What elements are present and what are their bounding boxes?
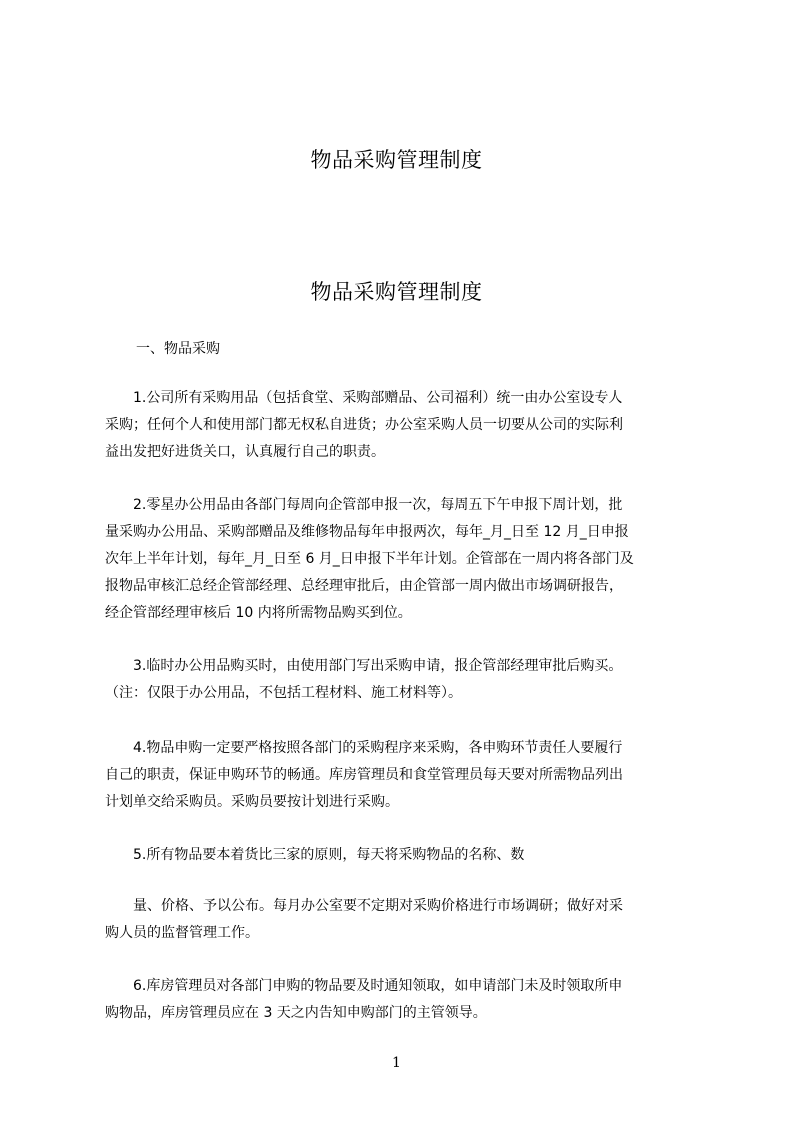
paragraph-5 — [105, 845, 701, 872]
text-line: 1.公司所有采购用品（包括食堂、采购部赠品、公司福利）统一由办公室设专人 — [105, 390, 623, 406]
text-line: 2.零星办公用品由各部门每周向企管部申报一次，每周五下午申报下周计划，批 — [105, 497, 623, 513]
page-title-top: 物品采购管理制度 — [310, 148, 483, 172]
text-line: 量采购办公用品、采购部赠品及维修物品每年申报两次，每年_月_日至 12 月_日申报 — [105, 524, 629, 540]
text-line: 采购；任何个人和使用部门都无权私自进货；办公室采购人员一切要从公司的实际利 — [105, 417, 623, 433]
text-line: 5.所有物品要本着货比三家的原则，每天将采购物品的名称、数 — [105, 847, 525, 863]
text-line: 4.物品申购一定要严格按照各部门的采购程序来采购，各申购环节责任人要履行 — [105, 740, 623, 756]
text-line: 经企管部经理审核后 10 内将所需物品购买到位。 — [105, 605, 412, 621]
paragraph-6 — [105, 896, 701, 950]
paragraph-2 — [105, 495, 701, 630]
text-line: 报物品审核汇总经企管部经理、总经理审批后，由企管部一周内做出市场调研报告， — [105, 578, 623, 594]
text-line: 6.库房管理员对各部门申购的物品要及时通知领取，如申请部门未及时领取所申 — [105, 978, 623, 994]
text-line: 3.临时办公用品购买时，由使用部门写出采购申请，报企管部经理审批后购买。 — [105, 658, 623, 674]
text-line: 计划单交给采购员。采购员要按计划进行采购。 — [105, 794, 399, 810]
paragraph-4 — [105, 738, 701, 819]
text-line: 自己的职责，保证申购环节的畅通。库房管理员和食堂管理员每天要对所需物品列出 — [105, 767, 623, 783]
text-line: 购人员的监督管理工作。 — [105, 925, 259, 941]
paragraph-7 — [105, 976, 701, 1030]
page-number: 1 — [392, 1055, 401, 1071]
document-title: 物品采购管理制度 — [310, 280, 483, 304]
section-heading: 一、物品采购 — [136, 341, 220, 357]
text-line: （注：仅限于办公用品，不包括工程材料、施工材料等）。 — [105, 685, 462, 701]
paragraph-3 — [105, 656, 701, 710]
text-line: 量、价格、予以公布。每月办公室要不定期对采购价格进行市场调研；做好对采 — [105, 898, 623, 914]
paragraph-1 — [105, 388, 701, 469]
text-line: 次年上半年计划，每年_月_日至 6 月_日申报下半年计划。企管部在一周内将各部门及 — [105, 551, 634, 567]
text-line: 购物品，库房管理员应在 3 天之内告知申购部门的主管领导。 — [105, 1005, 487, 1021]
text-line: 益出发把好进货关口，认真履行自己的职责。 — [105, 444, 385, 460]
